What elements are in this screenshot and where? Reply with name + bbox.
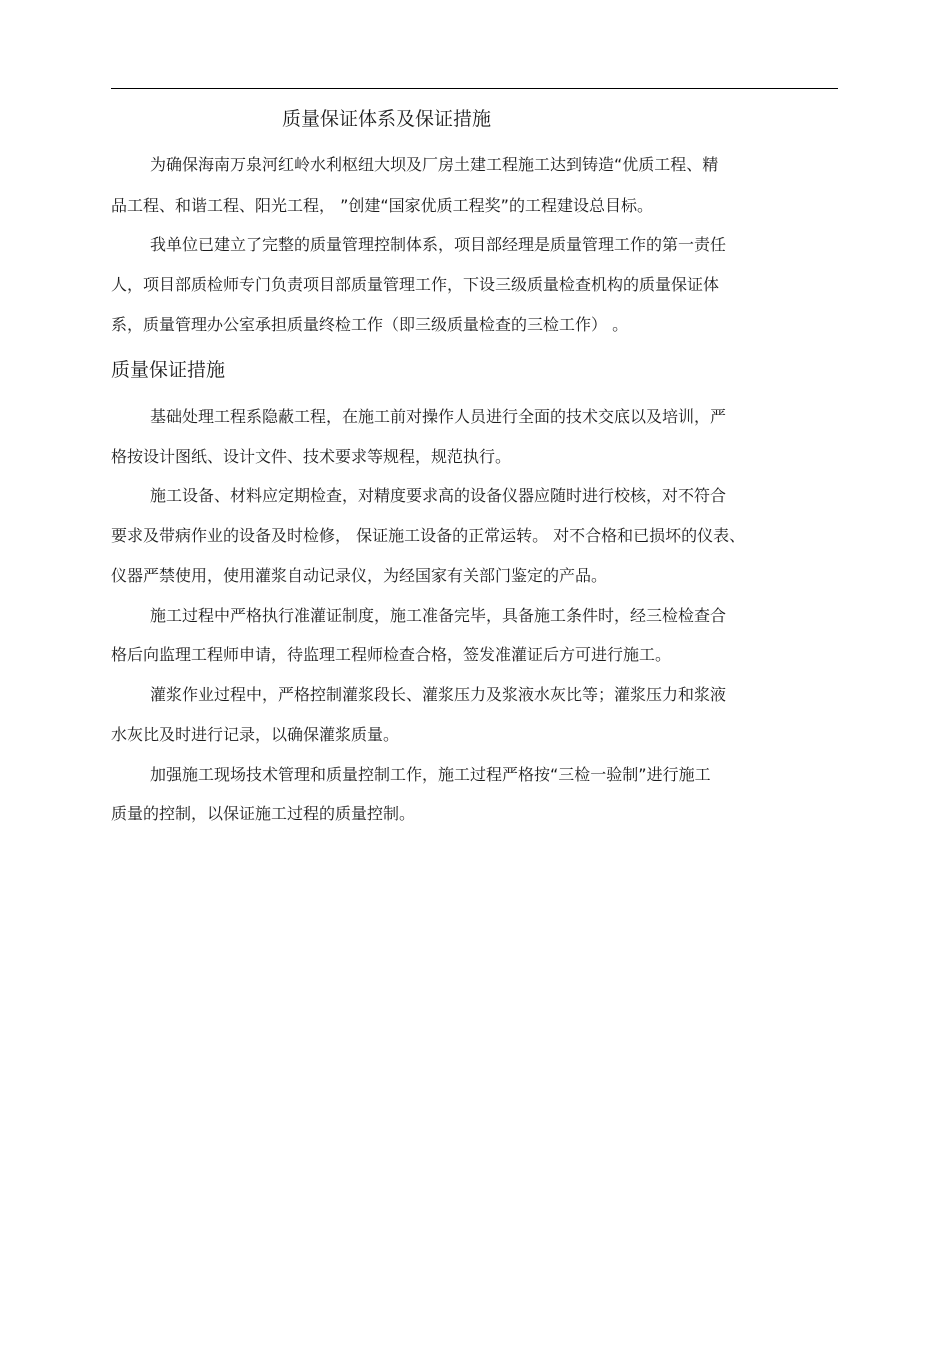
measure-4-line-1: 灌浆作业过程中，严格控制灌浆段长、灌浆压力及浆液水灰比等；灌浆压力和浆液 [150, 685, 727, 704]
measure-1-line-2: 格按设计图纸、设计文件、技术要求等规程，规范执行。 [111, 447, 512, 466]
measure-5-line-1: 加强施工现场技术管理和质量控制工作，施工过程严格按“三检一验制”进行施工 [150, 765, 711, 784]
intro-paragraph-2-line-2: 人，项目部质检师专门负责项目部质量管理工作，下设三级质量检查机构的质量保证体 [111, 275, 720, 294]
intro-paragraph-1-line-2: 品工程、和谐工程、阳光工程， ”创建“国家优质工程奖”的工程建设总目标。 [111, 196, 653, 215]
measure-2-line-1: 施工设备、材料应定期检查，对精度要求高的设备仪器应随时进行校核，对不符合 [150, 486, 727, 505]
section-heading-measures: 质量保证措施 [111, 359, 226, 381]
measure-3-line-1: 施工过程中严格执行准灌证制度，施工准备完毕，具备施工条件时，经三检检查合 [150, 606, 727, 625]
measure-5-line-2: 质量的控制，以保证施工过程的质量控制。 [111, 804, 416, 823]
document-title: 质量保证体系及保证措施 [282, 108, 492, 130]
measure-3-line-2: 格后向监理工程师申请，待监理工程师检查合格，签发准灌证后方可进行施工。 [111, 645, 672, 664]
header-rule [111, 88, 838, 89]
intro-paragraph-2-line-1: 我单位已建立了完整的质量管理控制体系，项目部经理是质量管理工作的第一责任 [150, 235, 727, 254]
measure-1-line-1: 基础处理工程系隐蔽工程，在施工前对操作人员进行全面的技术交底以及培训，严 [150, 407, 727, 426]
measure-2-line-2: 要求及带病作业的设备及时检修， 保证施工设备的正常运转。 对不合格和已损坏的仪表、 [111, 526, 746, 545]
intro-paragraph-1-line-1: 为确保海南万泉河红岭水利枢纽大坝及厂房土建工程施工达到铸造“优质工程、精 [150, 155, 719, 174]
measure-4-line-2: 水灰比及时进行记录，以确保灌浆质量。 [111, 725, 400, 744]
intro-paragraph-2-line-3: 系，质量管理办公室承担质量终检工作（即三级质量检查的三检工作） 。 [111, 315, 629, 334]
measure-2-line-3: 仪器严禁使用，使用灌浆自动记录仪，为经国家有关部门鉴定的产品。 [111, 566, 608, 585]
